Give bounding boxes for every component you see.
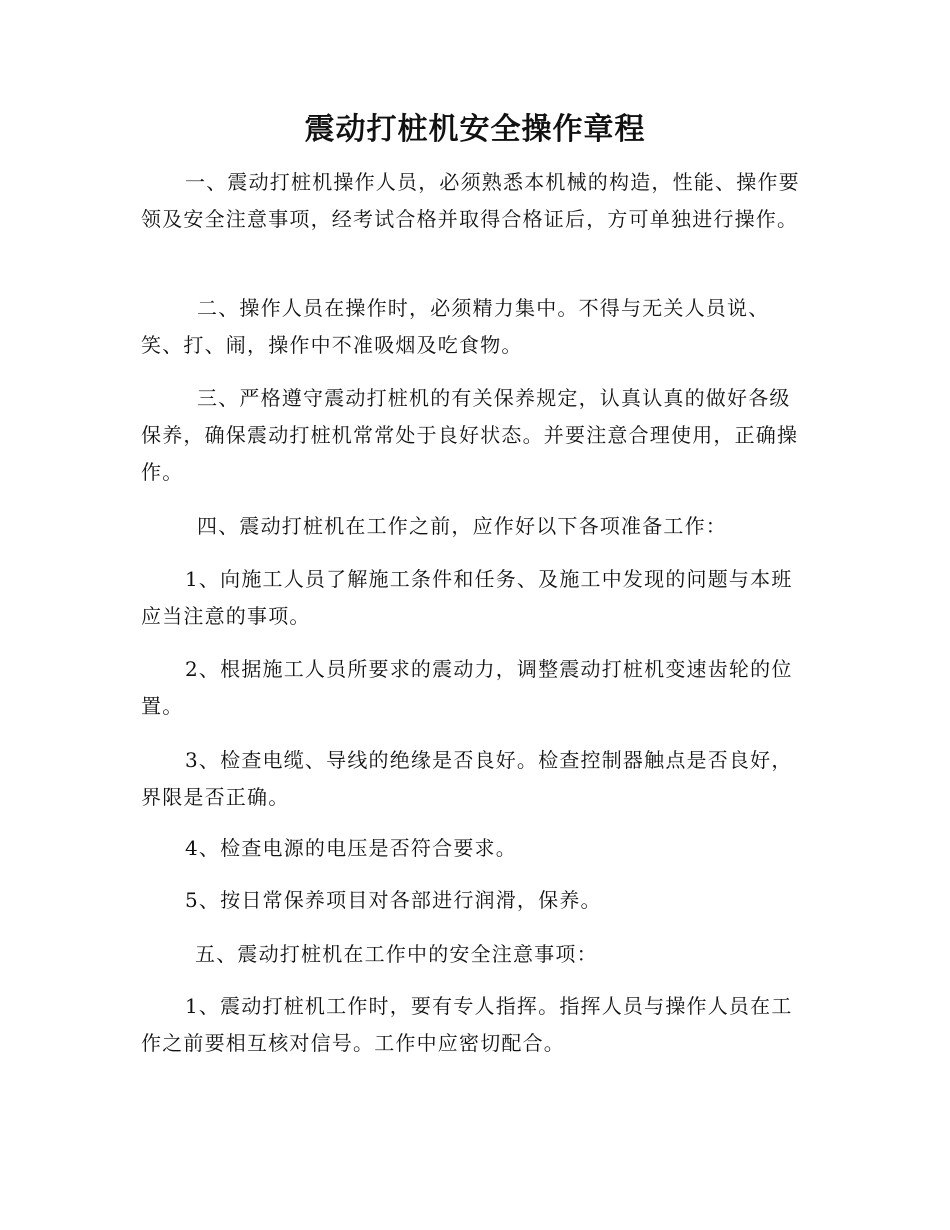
paragraph-4: 四、震动打桩机在工作之前，应作好以下各项准备工作： bbox=[197, 514, 727, 538]
paragraph-11: 1、震动打桩机工作时，要有专人指挥。指挥人员与操作人员在工作之前要相互核对信号。工作中应密切配合。 bbox=[141, 994, 793, 1055]
paragraph-1: 一、震动打桩机操作人员，必须熟悉本机械的构造，性能、操作要领及安全注意事项，经考试合格并取得合格证后，方可单独进行操作。 bbox=[141, 170, 800, 231]
paragraph-9: 5、按日常保养项目对各部进行润滑，保养。 bbox=[185, 888, 602, 912]
paragraph-6: 2、根据施工人员所要求的震动力，调整震动打桩机变速齿轮的位置。 bbox=[141, 657, 793, 718]
paragraph-3: 三、严格遵守震动打桩机的有关保养规定，认真认真的做好各级保养，确保震动打桩机常常处于良好状态。并要注意合理使用，正确操作。 bbox=[141, 386, 799, 484]
paragraph-2: 二、操作人员在操作时，必须精力集中。不得与无关人员说、笑、打、闹，操作中不准吸烟及吃食物。 bbox=[141, 296, 770, 357]
paragraph-5: 1、向施工人员了解施工条件和任务、及施工中发现的问题与本班应当注意的事项。 bbox=[141, 567, 793, 628]
document-title: 震动打桩机安全操作章程 bbox=[304, 112, 646, 147]
paragraph-10: 五、震动打桩机在工作中的安全注意事项： bbox=[195, 942, 598, 966]
paragraph-7: 3、检查电缆、导线的绝缘是否良好。检查控制器触点是否良好，界限是否正确。 bbox=[141, 748, 793, 809]
paragraph-8: 4、检查电源的电压是否符合要求。 bbox=[185, 836, 517, 860]
